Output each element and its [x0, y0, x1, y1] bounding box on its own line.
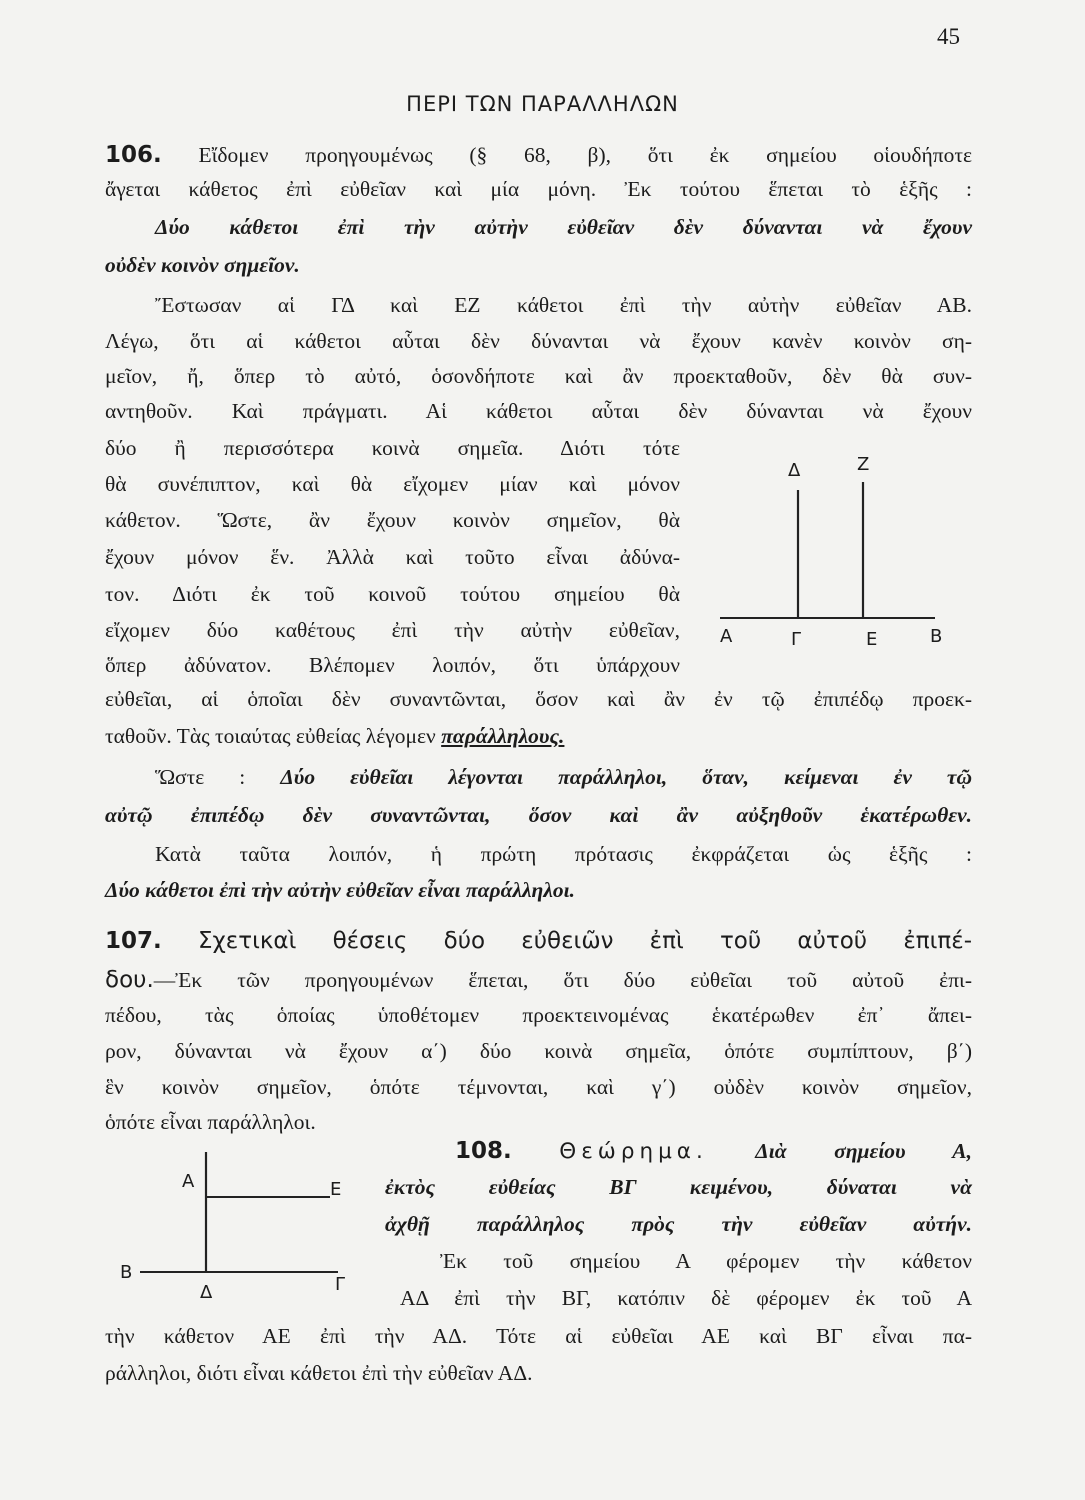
- s106-line-18: Κατὰ ταῦτα λοιπόν, ἡ πρώτη πρότασις ἐκφράζεται ὡς ἑξῆς :: [155, 842, 972, 866]
- page-number: 45: [937, 24, 960, 49]
- section-107-number: 107.: [105, 928, 162, 954]
- s106-line-2: ἄγεται κάθετος ἐπὶ εὐθεῖαν καὶ μία μόνη. Ἐκ τούτου ἕπεται τὸ ἑξῆς :: [105, 177, 972, 201]
- s106-line-12: εἴχομεν δύο καθέτους ἐπὶ τὴν αὐτὴν εὐθεῖαν,: [105, 618, 680, 642]
- figure-perpendiculars: [700, 440, 960, 660]
- theorem-label: Θεώρημα.: [559, 1139, 708, 1164]
- definition-line-1: Ὥστε : Δύο εὐθεῖαι λέγονται παράλληλοι, ὅταν, κείμεναι ἐν τῷ: [155, 765, 972, 789]
- s108-line-3: τὴν κάθετον ΑΕ ἐπὶ τὴν ΑΔ. Τότε αἱ εὐθεῖαι ΑΕ καὶ ΒΓ εἶναι πα-: [105, 1324, 972, 1348]
- theorem-108-line-3: ἀχθῇ παράλληλος πρὸς τὴν εὐθεῖαν αὐτήν.: [385, 1212, 972, 1236]
- s107-line-5: ὁπότε εἶναι παράλληλοι.: [105, 1110, 316, 1134]
- s108-title: 108. Θεώρημα. Διὰ σημείου Α,: [455, 1138, 973, 1164]
- s108-line-4: ράλληλοι, διότι εἶναι κάθετοι ἐπὶ τὴν εὐθεῖαν ΑΔ.: [105, 1361, 533, 1385]
- section-108-number: 108.: [455, 1138, 512, 1164]
- s107-line-1: δου.—Ἐκ τῶν προηγουμένων ἕπεται, ὅτι δύο εὐθεῖαι τοῦ αὐτοῦ ἐπι-: [105, 967, 972, 993]
- s106-line-7: δύο ἢ περισσότερα κοινὰ σημεῖα. Διότι τότε: [105, 436, 680, 460]
- s108-line-1: Ἐκ τοῦ σημείου Α φέρομεν τὴν κάθετον: [440, 1249, 972, 1273]
- label-B: Β: [930, 626, 943, 647]
- theorem-108-line-2: ἐκτὸς εὐθείας ΒΓ κειμένου, δύναται νὰ: [385, 1175, 972, 1199]
- s106-line-3: Ἔστωσαν αἱ ΓΔ καὶ ΕΖ κάθετοι ἐπὶ τὴν αὐτὴν εὐθεῖαν ΑΒ.: [155, 293, 972, 317]
- figure-parallel-construction: [110, 1140, 370, 1310]
- s106-line-10: ἔχουν μόνον ἕν. Ἀλλὰ καὶ τοῦτο εἶναι ἀδύνα-: [105, 545, 680, 569]
- theorem-106-line-2: οὐδὲν κοινὸν σημεῖον.: [105, 253, 300, 277]
- label-D: Δ: [200, 1282, 213, 1303]
- s106-line-14: εὐθεῖαι, αἱ ὁποῖαι δὲν συναντῶνται, ὅσον καὶ ἂν ἐν τῷ ἐπιπέδῳ προεκ-: [105, 687, 972, 711]
- definition-line-2: αὐτῷ ἐπιπέδῳ δὲν συναντῶνται, ὅσον καὶ ἂν αὐξηθοῦν ἑκατέρωθεν.: [105, 803, 972, 827]
- label-E: Ε: [866, 629, 878, 650]
- s106-line-8: θὰ συνέπιπτον, καὶ θὰ εἴχομεν μίαν καὶ μόνον: [105, 472, 680, 496]
- s106-line-11: τον. Διότι ἐκ τοῦ κοινοῦ τούτου σημείου θὰ: [105, 582, 680, 606]
- term-parallel: παράλληλους.: [441, 724, 565, 748]
- s107-line-3: ρον, δύνανται νὰ ἔχουν α΄) δύο κοινὰ σημεῖα, ὁπότε συμπίπτουν, β΄): [105, 1039, 972, 1063]
- s106-line-5: μεῖον, ἤ, ὅπερ τὸ αὐτό, ὁσονδήποτε καὶ ἂν προεκταθοῦν, δὲν θὰ συν-: [105, 364, 972, 388]
- s106-line-6: αντηθοῦν. Καὶ πράγματι. Αἱ κάθετοι αὗται δὲν δύνανται νὰ ἔχουν: [105, 399, 972, 423]
- label-B: Β: [120, 1262, 133, 1283]
- s106-line-13: ὅπερ ἀδύνατον. Βλέπομεν λοιπόν, ὅτι ὑπάρχουν: [105, 653, 680, 677]
- s107-title: 107. Σχετικαὶ θέσεις δύο εὐθειῶν ἐπὶ τοῦ αὐτοῦ ἐπιπέ-: [105, 928, 972, 954]
- theorem-106-line-1: Δύο κάθετοι ἐπὶ τὴν αὐτὴν εὐθεῖαν δὲν δύνανται νὰ ἔχουν: [155, 215, 972, 239]
- running-header: ΠΕΡΙ ΤΩΝ ΠΑΡΑΛΛΗΛΩΝ: [406, 92, 679, 116]
- s108-line-2: ΑΔ ἐπὶ τὴν ΒΓ, κατόπιν δὲ φέρομεν ἐκ τοῦ Α: [400, 1286, 972, 1310]
- s106-line-4: Λέγω, ὅτι αἱ κάθετοι αὗται δὲν δύνανται νὰ ἔχουν κανὲν κοινὸν ση-: [105, 329, 972, 353]
- label-A: Α: [720, 626, 733, 647]
- label-G: Γ: [335, 1274, 346, 1295]
- section-106-number: 106.: [105, 142, 162, 168]
- label-Z: Ζ: [857, 454, 870, 475]
- label-G: Γ: [791, 629, 802, 650]
- s107-line-4: ἓν κοινὸν σημεῖον, ὁπότε τέμνονται, καὶ γ΄) οὐδὲν κοινὸν σημεῖον,: [105, 1075, 972, 1099]
- s106-line-15: ταθοῦν. Τὰς τοιαύτας εὐθείας λέγομεν παράλληλους.: [105, 724, 565, 748]
- label-D: Δ: [788, 460, 801, 481]
- s106-conclusion: Δύο κάθετοι ἐπὶ τὴν αὐτὴν εὐθεῖαν εἶναι παράλληλοι.: [105, 878, 575, 902]
- label-E: Ε: [330, 1179, 342, 1200]
- label-A: Α: [182, 1171, 195, 1192]
- s106-line-9: κάθετον. Ὥστε, ἂν ἔχουν κοινὸν σημεῖον, θὰ: [105, 508, 680, 532]
- s107-line-2: πέδου, τὰς ὁποίας ὑποθέτομεν προεκτεινομένας ἑκατέρωθεν ἐπ᾽ ἄπει-: [105, 1003, 972, 1027]
- s106-line-1: 106. Εἴδομεν προηγουμένως (§ 68, β), ὅτι ἐκ σημείου οἱουδήποτε: [105, 142, 972, 168]
